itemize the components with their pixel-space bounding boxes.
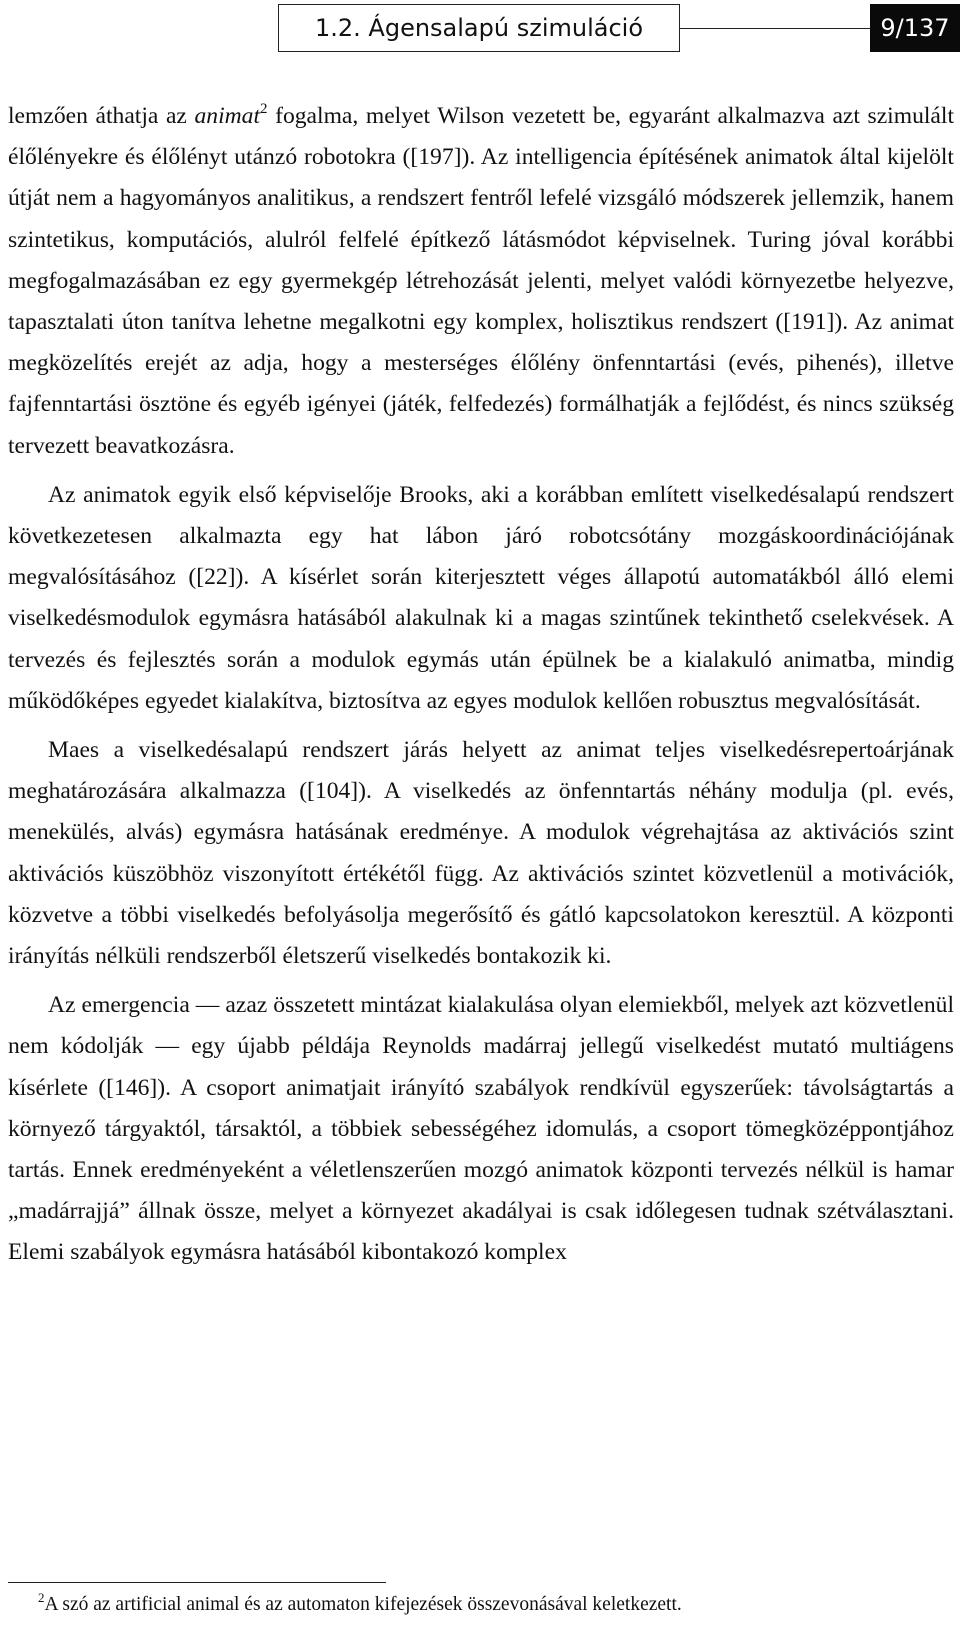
footnote-mark: 2 — [38, 1590, 45, 1605]
footnote-reference[interactable]: 2 — [260, 101, 268, 117]
paragraph-1 — [8, 96, 954, 467]
animat-term: animat — [194, 103, 261, 129]
section-title: 1.2. Ágensalapú szimuláció — [278, 4, 680, 52]
page-number: 9/137 — [870, 4, 960, 52]
paragraph-1-start: lemzően áthatja az — [8, 103, 195, 129]
paragraph-3: Maes a viselkedésalapú rendszert járás helyett az animat teljes viselkedésrepertoárjának meghatározására alkalmazza ([104]). A viselkedés az önfenntartás néhány modulja (pl. evés, menekülés, alvás) egymásra hatásának eredménye. A modulok végrehajtása az aktivációs szint aktivációs küszöbhöz viszonyított értékétől függ. Az aktivációs szintet közvetlenül a motivációk, közvetve a többi viselkedés befolyásolja megerősítő és gátló kapcsolatokon keresztül. A központi irányítás nélküli rendszerből életszerű viselkedés bontakozik ki. — [8, 737, 954, 970]
header-rule — [680, 28, 870, 29]
paragraph-4: Az emergencia — azaz összetett mintázat kialakulása olyan elemiekből, melyek azt közvetlenül nem kódolják — egy újabb példája Reynolds madárraj jellegű viselkedést mutató multiágens kísérlete ([146]). A csoport animatjait irányító szabályok rendkívül egyszerűek: távolságtartás a környező tárgyaktól, társaktól, a többiek sebességéhez idomulás, a csoport tömegközéppontjához tartás. Ennek eredményeként a véletlenszerűen mozgó animatok központi tervezés nélkül is hamar „madárrajjá” állnak össze, melyet a környezet akadályai is csak időlegesen tudnak szétválasztani. Elemi szabályok egymásra hatásából kibontakozó komplex — [8, 992, 954, 1266]
footnote-rule — [8, 1582, 386, 1583]
footnote-text: A szó az artificial animal és az automaton kifejezések összevonásával keletkezett. — [44, 1594, 682, 1615]
paragraph-2: Az animatok egyik első képviselője Brooks, aki a korábban említett viselkedésalapú rendszert következetesen alkalmazta egy hat lábon járó robotcsótány mozgáskoordinációjának megvalósításához ([22]). A kísérlet során kiterjesztett véges állapotú automatákból álló elemi viselkedésmodulok egymásra hatásából alakulnak ki a magas szintűnek tekinthető cselekvések. A tervezés és fejlesztés során a modulok egymás után épülnek be a kialakuló animatba, mindig működőképes egyedet kialakítva, biztosítva az egyes modulok kellően robusztus megvalósítását. — [8, 481, 954, 714]
footnote — [38, 1592, 938, 1618]
page-header — [0, 0, 960, 62]
paragraph-1-rest: fogalma, melyet Wilson vezetett be, egyaránt alkalmazva azt szimulált élőlényekre és élőlényt utánzó robotokra ([197]). Az intelligencia építésének animatok által kijelölt útját nem a hagyományos analitikus, a rendszert fentről lefelé vizsgáló módszerek jellemzik, hanem szintetikus, komputációs, alulról felfelé építkező látásmódot képviselnek. Turing jóval korábbi megfogalmazásában ez egy gyermekgép létrehozását jelenti, melyet valódi környezetbe helyezve, tapasztalati úton tanítva lehetne megalkotni egy komplex, holisztikus rendszert ([191]). Az animat megközelítés erejét az adja, hogy a mesterséges élőlény önfenntartási (evés, pihenés), illetve fajfenntartási ösztöne és egyéb igényei (játék, felfedezés) formálhatják a fejlődést, és nincs szükség tervezett beavatkozásra. — [8, 103, 955, 459]
body-text — [8, 96, 954, 1274]
